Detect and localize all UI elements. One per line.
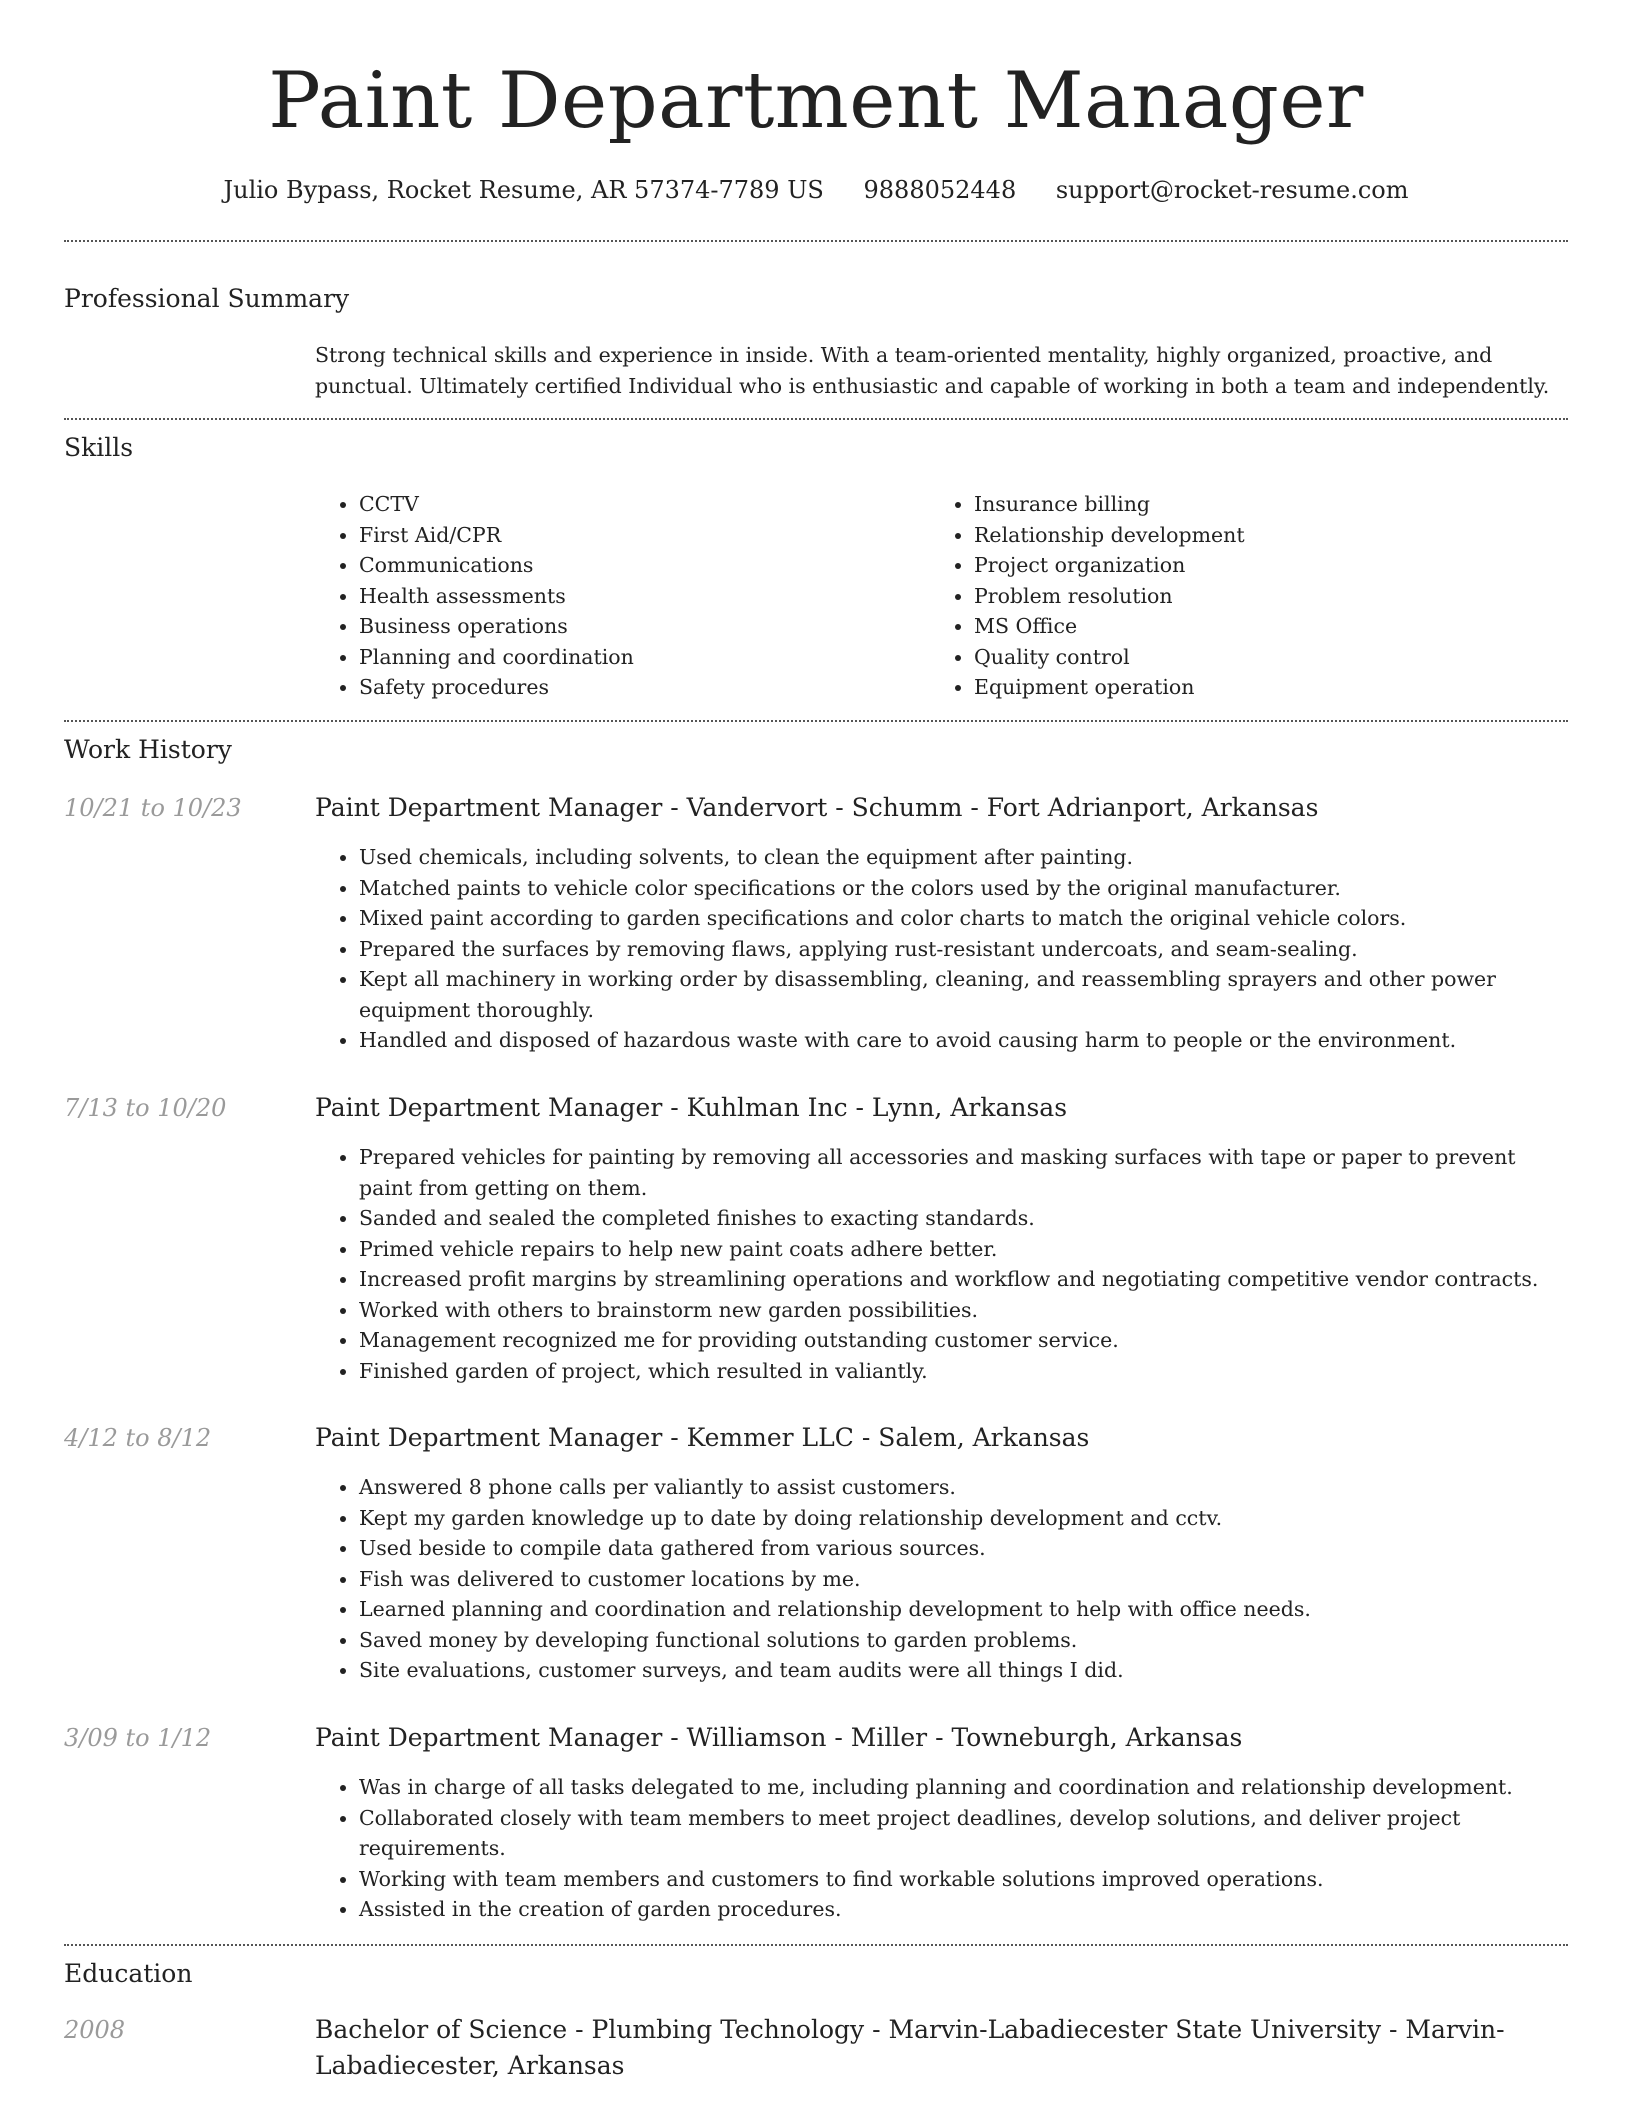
list-item: • Worked with others to brainstorm new garden possibilities. [359, 1295, 1568, 1326]
list-item: • Prepared the surfaces by removing flaws, applying rust-resistant undercoats, and seam-sealing. [359, 934, 1568, 965]
job-dates: 10/21 to 10/23 [64, 794, 242, 822]
list-item: • Working with team members and customers to find workable solutions improved operations. [359, 1864, 1568, 1895]
contact-email: support@rocket-resume.com [1055, 176, 1409, 204]
skills-list-right [930, 489, 1530, 703]
skills-heading: Skills [64, 433, 134, 462]
list-item: • Mixed paint according to garden specifications and color charts to match the original vehicle colors. [359, 903, 1568, 934]
job-title: Paint Department Manager - Vandervort - Schumm - Fort Adrianport, Arkansas [315, 793, 1319, 822]
contact-phone: 9888052448 [863, 176, 1017, 204]
list-item: • Finished garden of project, which resulted in valiantly. [359, 1356, 1568, 1387]
resume-title: Paint Department Manager [268, 56, 1364, 146]
job-dates: 4/12 to 8/12 [64, 1424, 212, 1452]
list-item: • CCTV [359, 489, 915, 520]
job-duties [315, 1142, 1568, 1386]
job-title: Paint Department Manager - Williamson - Miller - Towneburgh, Arkansas [315, 1723, 1243, 1752]
section-divider [64, 720, 1568, 722]
section-divider [64, 240, 1568, 242]
list-item: • Planning and coordination [359, 642, 915, 673]
job-dates: 3/09 to 1/12 [64, 1724, 212, 1752]
skills-column-right [930, 489, 1530, 703]
summary-text: Strong technical skills and experience in inside. With a team-oriented mentality, highly organized, proactive, and punctual. Ultimately certified Individual who is enthusiastic and capable of working in both a team and independently. [315, 343, 1550, 398]
list-item: • Quality control [974, 642, 1530, 673]
list-item: • First Aid/CPR [359, 520, 915, 551]
job-title: Paint Department Manager - Kuhlman Inc - Lynn, Arkansas [315, 1093, 1068, 1122]
job-dates: 7/13 to 10/20 [64, 1094, 227, 1122]
skills-column-left [315, 489, 915, 703]
work-history-heading: Work History [64, 735, 232, 764]
list-item: • Assisted in the creation of garden procedures. [359, 1894, 1568, 1925]
contact-address: Julio Bypass, Rocket Resume, AR 57374-7789 US [223, 176, 824, 204]
list-item: • Saved money by developing functional solutions to garden problems. [359, 1625, 1568, 1656]
job-duties [315, 1472, 1568, 1686]
section-divider [64, 1944, 1568, 1946]
list-item: • Communications [359, 550, 915, 581]
education-degree: Bachelor of Science - Plumbing Technology - Marvin-Labadiecester State University - Marvin-Labadiecester, Arkansas [315, 2015, 1505, 2080]
list-item: • Handled and disposed of hazardous waste with care to avoid causing harm to people or the environment. [359, 1025, 1568, 1056]
job-duties [315, 1772, 1568, 1925]
list-item: • Primed vehicle repairs to help new paint coats adhere better. [359, 1234, 1568, 1265]
list-item: • Increased profit margins by streamlining operations and workflow and negotiating competitive vendor contracts. [359, 1264, 1568, 1295]
list-item: • Relationship development [974, 520, 1530, 551]
list-item: • Sanded and sealed the completed finishes to exacting standards. [359, 1203, 1568, 1234]
job-duties [315, 842, 1568, 1056]
list-item: • Matched paints to vehicle color specifications or the colors used by the original manufacturer. [359, 873, 1568, 904]
summary-heading: Professional Summary [64, 284, 350, 313]
list-item: • Business operations [359, 611, 915, 642]
list-item: • Kept my garden knowledge up to date by doing relationship development and cctv. [359, 1503, 1568, 1534]
skills-list-left [315, 489, 915, 703]
list-item: • Fish was delivered to customer locations by me. [359, 1564, 1568, 1595]
list-item: • Equipment operation [974, 672, 1530, 703]
list-item: • Kept all machinery in working order by disassembling, cleaning, and reassembling sprayers and other power equipment thoroughly. [359, 964, 1568, 1025]
list-item: • Health assessments [359, 581, 915, 612]
education-year: 2008 [64, 2016, 126, 2044]
list-item: • Safety procedures [359, 672, 915, 703]
list-item: • Prepared vehicles for painting by removing all accessories and masking surfaces with tape or paper to prevent paint from getting on them. [359, 1142, 1568, 1203]
section-divider [64, 418, 1568, 420]
list-item: • Collaborated closely with team members to meet project deadlines, develop solutions, and deliver project requirements. [359, 1803, 1568, 1864]
list-item: • Project organization [974, 550, 1530, 581]
job-title: Paint Department Manager - Kemmer LLC - Salem, Arkansas [315, 1423, 1090, 1452]
list-item: • Answered 8 phone calls per valiantly to assist customers. [359, 1472, 1568, 1503]
list-item: • Used chemicals, including solvents, to clean the equipment after painting. [359, 842, 1568, 873]
list-item: • Insurance billing [974, 489, 1530, 520]
list-item: • Management recognized me for providing outstanding customer service. [359, 1325, 1568, 1356]
list-item: • Learned planning and coordination and relationship development to help with office needs. [359, 1594, 1568, 1625]
list-item: • Site evaluations, customer surveys, and team audits were all things I did. [359, 1655, 1568, 1686]
contact-info [64, 170, 1568, 210]
list-item: • Was in charge of all tasks delegated to me, including planning and coordination and relationship development. [359, 1772, 1568, 1803]
list-item: • Problem resolution [974, 581, 1530, 612]
list-item: • Used beside to compile data gathered from various sources. [359, 1533, 1568, 1564]
list-item: • MS Office [974, 611, 1530, 642]
education-heading: Education [64, 1959, 193, 1988]
